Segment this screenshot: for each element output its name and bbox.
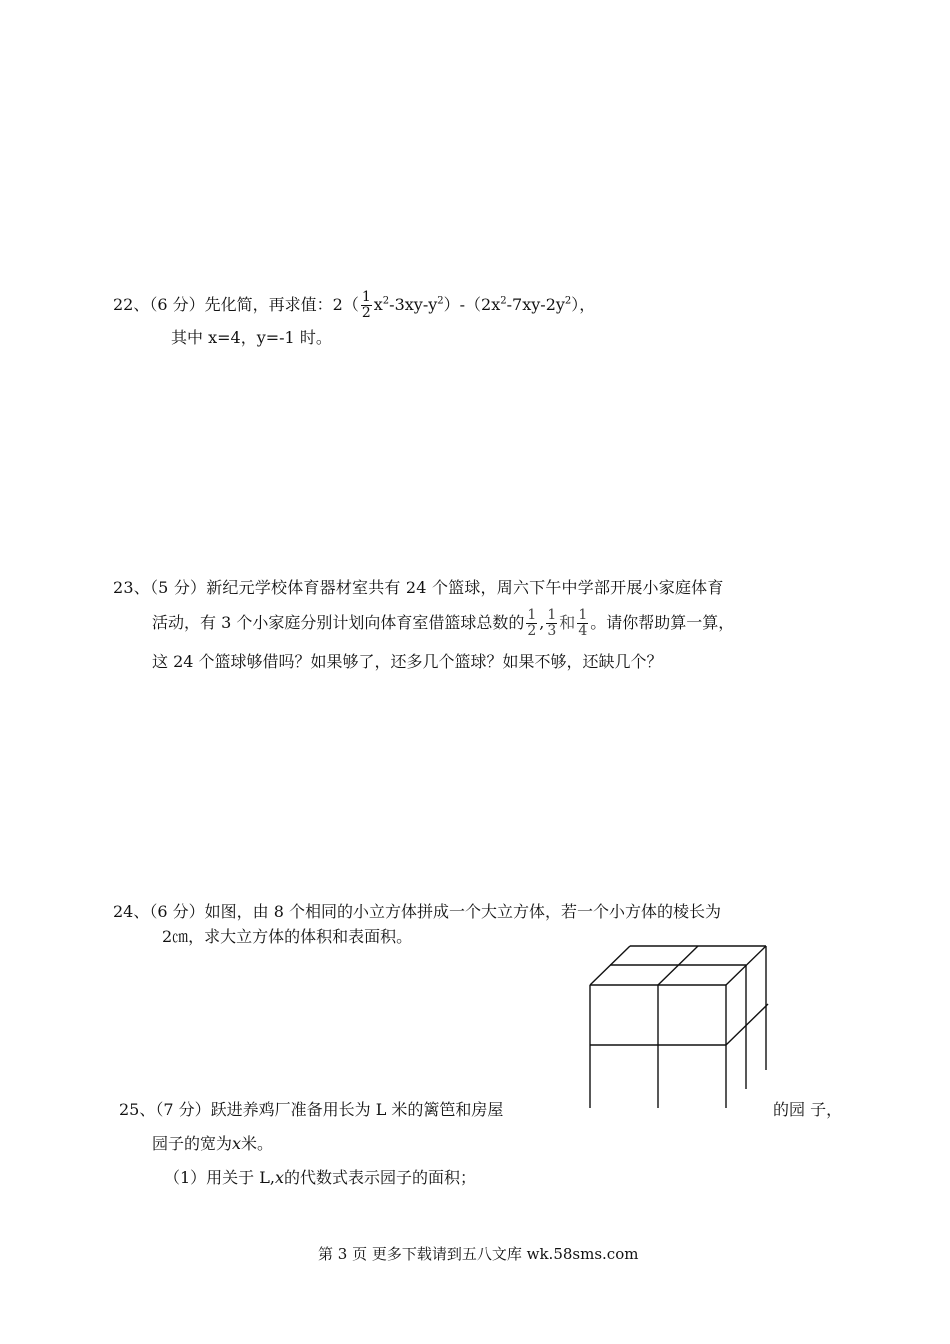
q25-line2: 园子的宽为x米。 bbox=[152, 1134, 274, 1153]
q25-line1-start: 25、（7 分）跃进养鸡厂准备用长为 L 米的篱笆和房屋 bbox=[119, 1100, 504, 1119]
q23-line3: 这 24 个篮球够借吗？如果够了，还多几个篮球？如果不够，还缺几个？ bbox=[152, 652, 663, 671]
q22-line: 22、（6 分）先化简，再求值：2（ $\frac{1}{2}$ $x^2-3xy-y^2)-(2x^2-7xy-2y^2)$， bbox=[113, 289, 596, 321]
q24-line1: 24、（6 分）如图，由 8 个相同的小立方体拼成一个大立方体，若一个小方体的棱长为 bbox=[113, 902, 721, 921]
fraction-half: $\frac{1}{2}$ bbox=[527, 607, 537, 639]
q22-number: 22、 bbox=[113, 295, 150, 314]
cube-figure bbox=[578, 938, 778, 1108]
fraction-third: $\frac{1}{3}$ bbox=[547, 607, 557, 639]
q23-line1: 23、（5 分）新纪元学校体育器材室共有 24 个篮球，周六下午中学部开展小家庭体育 bbox=[113, 578, 724, 597]
q22-condition: 其中 x=4，y=-1 时。 bbox=[171, 328, 332, 347]
q25-line1-end: 的园 子， bbox=[773, 1100, 843, 1119]
q22-score: （6 分） bbox=[149, 295, 205, 314]
q23-line2: 活动，有 3 个小家庭分别计划向体育室借篮球总数的 $\frac{1}{2}$ , $\frac{1}{3}$ 和 $\frac{1}{4}$ 。请你帮助算一算， bbox=[152, 607, 735, 639]
q24-line2: 2㎝，求大立方体的体积和表面积。 bbox=[162, 927, 413, 946]
page-footer: 第 3 页 更多下载请到五八文库 wk.58sms.com bbox=[318, 1245, 639, 1263]
q22-fraction: $\frac{1}{2}$ bbox=[361, 289, 371, 321]
fraction-quarter: $\frac{1}{4}$ bbox=[578, 607, 588, 639]
q22-lead: 先化简，再求值：2（ bbox=[204, 295, 359, 314]
q25-sub1: （1）用关于 L,x的代数式表示园子的面积； bbox=[164, 1168, 477, 1187]
